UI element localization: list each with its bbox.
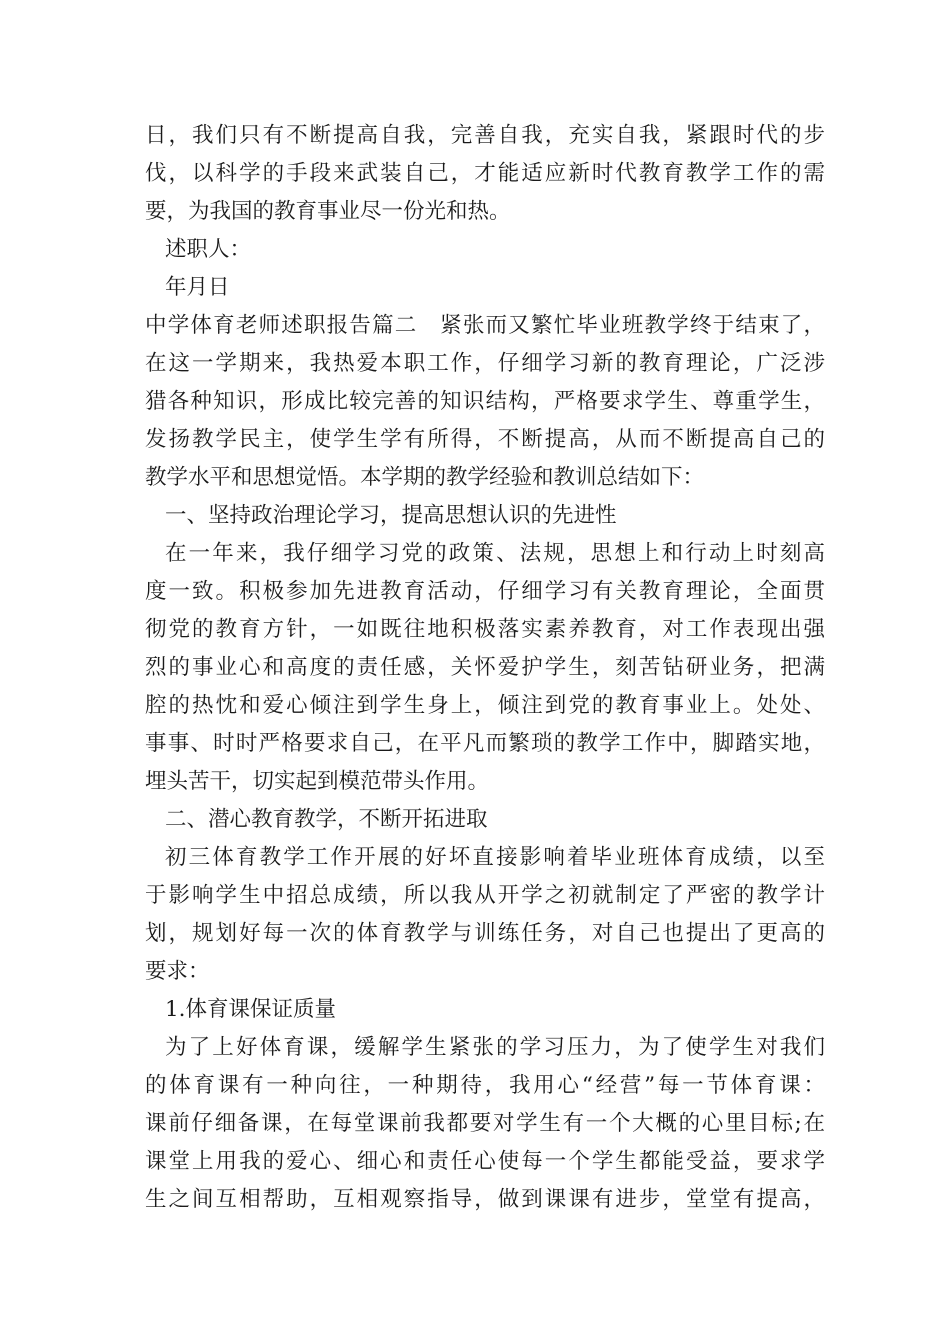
text-line: 的体育课有一种向往，一种期待，我用心“经营”每一节体育课： [145, 1073, 825, 1098]
text-line: 1.体育课保证质量 [165, 997, 337, 1022]
text-line: 在一年来，我仔细学习党的政策、法规，思想上和行动上时刻高 [165, 541, 825, 566]
text-line: 腔的热忱和爱心倾注到学生身上，倾注到党的教育事业上。处处、 [145, 693, 825, 718]
text-line: 于影响学生中招总成绩，所以我从开学之初就制定了严密的教学计 [145, 883, 825, 908]
text-line: 伐，以科学的手段来武装自己，才能适应新时代教育教学工作的需 [145, 161, 825, 186]
text-line: 生之间互相帮助，互相观察指导，做到课课有进步，堂堂有提高， [145, 1187, 825, 1212]
text-line: 述职人： [165, 237, 252, 262]
text-line: 为了上好体育课，缓解学生紧张的学习压力，为了使学生对我们 [165, 1035, 825, 1060]
text-line: 划，规划好每一次的体育教学与训练任务，对自己也提出了更高的 [145, 921, 825, 946]
text-line: 中学体育老师述职报告篇二 紧张而又繁忙毕业班教学终于结束了， [145, 313, 825, 338]
document-body [145, 117, 825, 1219]
text-line: 猎各种知识，形成比较完善的知识结构，严格要求学生、尊重学生， [145, 389, 825, 414]
text-line: 日，我们只有不断提高自我，完善自我，充实自我，紧跟时代的步 [145, 123, 825, 148]
text-line: 烈的事业心和高度的责任感，关怀爱护学生，刻苦钻研业务，把满 [145, 655, 825, 680]
text-line: 年月日 [165, 275, 230, 300]
text-line: 要求： [145, 959, 210, 984]
text-line: 在这一学期来，我热爱本职工作，仔细学习新的教育理论，广泛涉 [145, 351, 825, 376]
text-line: 发扬教学民主，使学生学有所得，不断提高，从而不断提高自己的 [145, 427, 825, 452]
text-line: 初三体育教学工作开展的好坏直接影响着毕业班体育成绩，以至 [165, 845, 825, 870]
text-line: 事事、时时严格要求自己，在平凡而繁琐的教学工作中，脚踏实地， [145, 731, 825, 756]
text-line: 教学水平和思想觉悟。本学期的教学经验和教训总结如下： [145, 465, 705, 490]
text-line: 度一致。积极参加先进教育活动，仔细学习有关教育理论，全面贯 [145, 579, 825, 604]
text-line: 要，为我国的教育事业尽一份光和热。 [145, 199, 511, 224]
text-line: 一、坚持政治理论学习，提高思想认识的先进性 [165, 503, 617, 528]
text-line: 课堂上用我的爱心、细心和责任心使每一个学生都能受益，要求学 [145, 1149, 825, 1174]
text-line: 彻党的教育方针，一如既往地积极落实素养教育，对工作表现出强 [145, 617, 825, 642]
text-line: 课前仔细备课，在每堂课前我都要对学生有一个大概的心里目标;在 [145, 1111, 825, 1136]
text-line: 二、潜心教育教学，不断开拓进取 [165, 807, 488, 832]
text-line: 埋头苦干，切实起到模范带头作用。 [145, 769, 490, 794]
